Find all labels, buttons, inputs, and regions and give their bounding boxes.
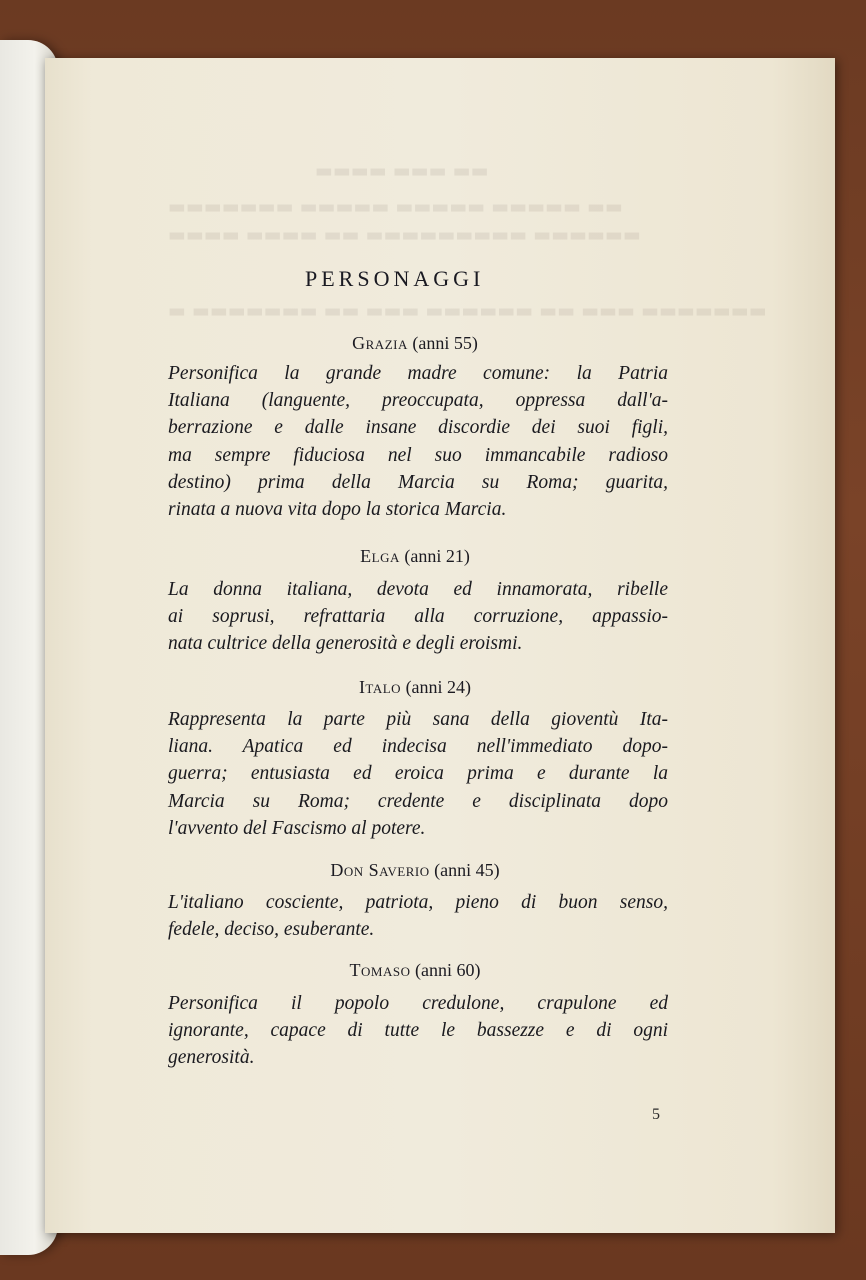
character-age: (anni 21) xyxy=(404,546,470,566)
description-line: Personifica la grande madre comune: la Patria xyxy=(168,363,668,384)
character-description xyxy=(168,889,668,943)
description-line: ma sempre fiduciosa nel suo immancabile radioso xyxy=(168,444,668,466)
description-line: nata cultrice della generosità e degli eroismi. xyxy=(168,633,523,655)
character-name: Elga xyxy=(360,546,400,566)
character-heading xyxy=(160,960,670,981)
character-name: Don Saverio xyxy=(330,860,430,880)
character-heading xyxy=(160,546,670,567)
character-age: (anni 60) xyxy=(414,960,481,980)
character-name: Italo xyxy=(358,677,402,697)
description-line: guerra; entusiasta ed eroica prima e durante la xyxy=(168,763,668,785)
description-line: L'italiano cosciente, patriota, pieno di buon senso, xyxy=(168,892,668,913)
show-through-decoration: ▬ ▬▬▬▬▬▬▬ ▬▬ ▬▬▬ ▬▬▬▬▬▬ ▬▬ ▬▬▬ ▬▬▬▬▬▬▬ xyxy=(168,300,767,322)
description-line: Personifica il popolo credulone, crapulone ed xyxy=(168,993,668,1014)
character-description xyxy=(168,576,668,658)
character-age: (anni 55) xyxy=(412,333,478,353)
character-name: Tomaso xyxy=(349,960,411,980)
description-line: ai soprusi, refrattaria alla corruzione, appassio- xyxy=(168,606,668,628)
character-age: (anni 24) xyxy=(405,677,472,697)
character-description xyxy=(168,990,668,1072)
page-number: 5 xyxy=(652,1106,660,1123)
description-line: liana. Apatica ed indecisa nell'immediato dopo- xyxy=(168,736,668,758)
description-line: ignorante, capace di tutte le bassezze e di ogni xyxy=(168,1020,668,1042)
character-heading xyxy=(160,860,670,881)
description-line: l'avvento del Fascismo al potere. xyxy=(168,817,426,839)
description-line: generosità. xyxy=(168,1047,255,1069)
description-line: La donna italiana, devota ed innamorata, ribelle xyxy=(168,579,668,600)
description-line: berrazione e dalle insane discordie dei suoi figli, xyxy=(168,417,668,439)
character-heading xyxy=(160,677,670,698)
description-line: rinata a nuova vita dopo la storica Marcia. xyxy=(168,499,507,521)
character-description xyxy=(168,706,668,842)
description-line: Italiana (languente, preoccupata, oppressa dall'a- xyxy=(168,390,668,412)
character-age: (anni 45) xyxy=(434,860,500,880)
show-through-decoration: ▬▬▬▬ ▬▬▬▬ ▬▬ ▬▬▬▬▬▬▬▬▬ ▬▬▬▬▬▬ xyxy=(168,224,641,246)
character-description xyxy=(168,360,668,523)
character-heading xyxy=(160,333,670,354)
description-line: Rappresenta la parte più sana della gioventù Ita- xyxy=(168,709,668,730)
character-name: Grazia xyxy=(352,333,408,353)
description-line: destino) prima della Marcia su Roma; guarita, xyxy=(168,471,668,493)
description-line: Marcia su Roma; credente e disciplinata dopo xyxy=(168,790,668,812)
description-line: fedele, deciso, esuberante. xyxy=(168,919,375,941)
show-through-decoration: ▬▬▬▬ ▬▬▬ ▬▬ xyxy=(315,160,489,182)
show-through-decoration: ▬▬▬▬▬▬▬ ▬▬▬▬▬ ▬▬▬▬▬ ▬▬▬▬▬ ▬▬ xyxy=(168,196,623,218)
page-heading: PERSONAGGI xyxy=(305,266,485,291)
